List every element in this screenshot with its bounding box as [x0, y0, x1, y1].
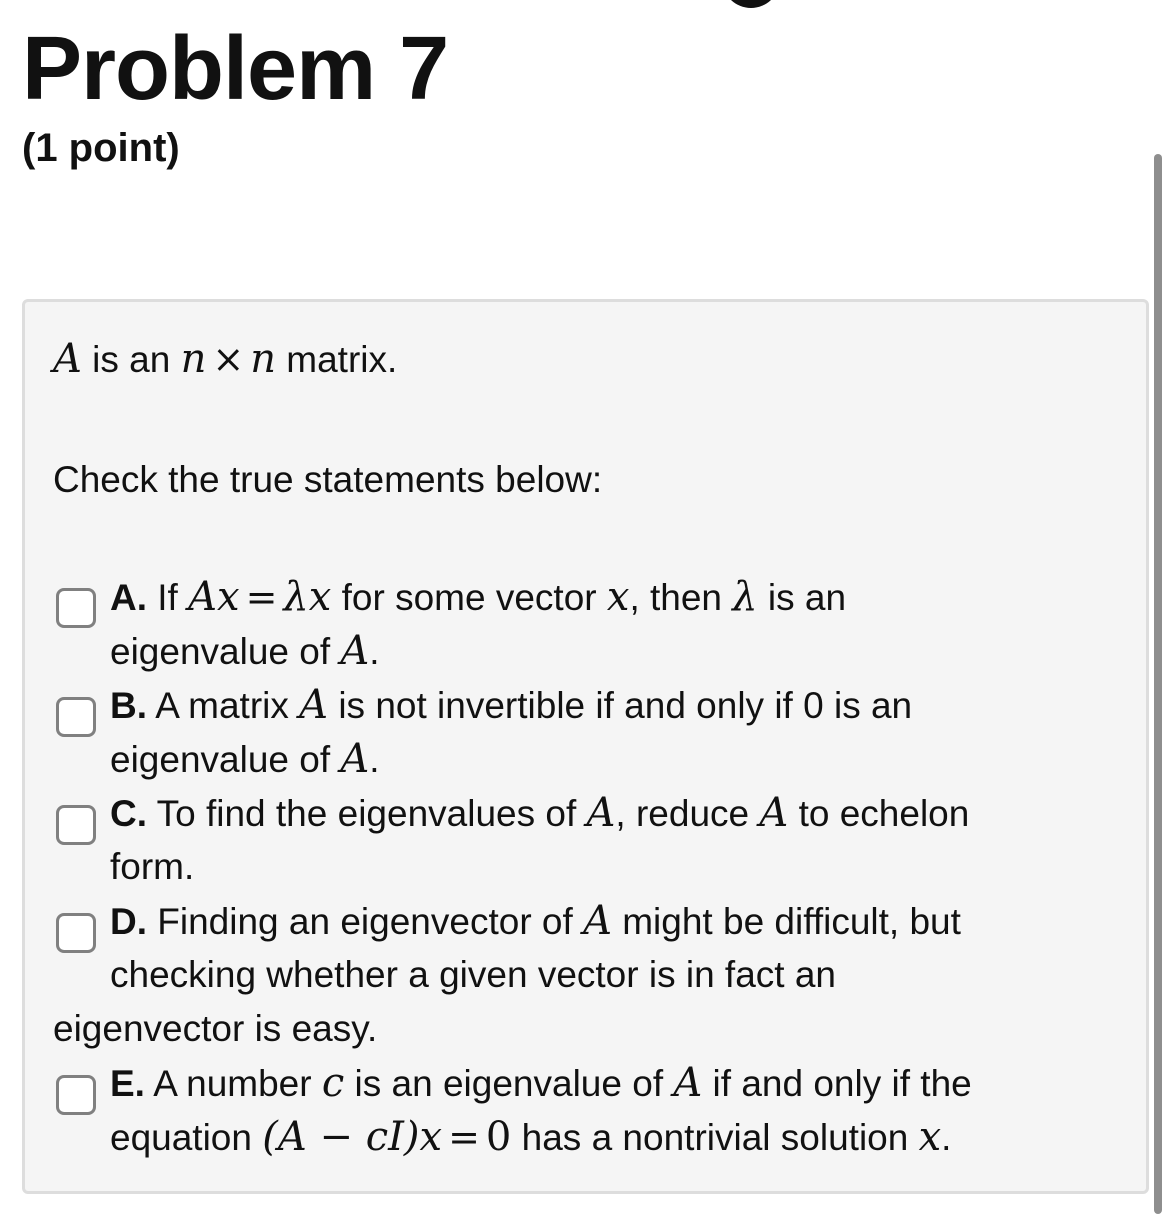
math-var-n: n [180, 336, 207, 382]
option-text: Finding an eigenvector of [147, 901, 584, 942]
math-var: A [673, 1060, 703, 1106]
intro-text-1: is an [81, 339, 181, 380]
option-text: to echelon [788, 793, 970, 834]
equals-symbol: = [245, 575, 278, 619]
math-zero: 0 [485, 1114, 512, 1160]
option-text: is an [757, 577, 847, 618]
option-letter: B. [110, 685, 147, 726]
option-text: eigenvalue of [110, 631, 341, 672]
option-text: equation [110, 1117, 263, 1158]
option-b-checkbox[interactable] [56, 697, 96, 737]
option-text: To find the eigenvalues of [147, 793, 587, 834]
option-e-line-1 [110, 1056, 972, 1111]
math-var: A [340, 736, 370, 782]
option-text: for some vector [331, 577, 607, 618]
times-symbol: × [212, 337, 245, 381]
scrollbar[interactable] [1154, 154, 1162, 1214]
option-c-line-1 [110, 786, 969, 841]
math-expr: (A − cI)x [262, 1114, 443, 1160]
math-var: x [918, 1114, 942, 1160]
intro-statement [53, 332, 397, 387]
option-d-line-1 [110, 894, 961, 949]
points-label: (1 point) [22, 126, 180, 170]
option-text: , then [629, 577, 733, 618]
math-var: c [321, 1060, 345, 1106]
option-letter: E. [110, 1063, 145, 1104]
page-title: Problem 7 [22, 19, 449, 119]
math-expr: Ax [188, 574, 240, 620]
option-text: is an eigenvalue of [344, 1063, 674, 1104]
option-letter: C. [110, 793, 147, 834]
option-letter: A. [110, 577, 147, 618]
option-text: If [147, 577, 189, 618]
option-text: has a nontrivial solution [511, 1117, 919, 1158]
option-c-checkbox[interactable] [56, 805, 96, 845]
math-expr: λx [283, 574, 332, 620]
math-var: λ [732, 574, 758, 620]
math-var-A: A [53, 336, 82, 382]
option-text: . [941, 1117, 952, 1158]
math-var-n: n [250, 336, 276, 382]
cropped-heading-glyph [722, 0, 780, 8]
option-b-line-1 [110, 678, 912, 733]
option-text: . [369, 739, 380, 780]
option-a-checkbox[interactable] [56, 588, 96, 628]
option-text: A matrix [147, 685, 300, 726]
math-var: A [583, 898, 612, 944]
option-text: if and only if the [702, 1063, 972, 1104]
option-d-line-2 [110, 948, 836, 1002]
option-text: . [369, 631, 380, 672]
math-var: A [299, 682, 329, 728]
option-text: might be difficult, but [611, 901, 961, 942]
option-a-line-2 [110, 624, 380, 679]
math-var: A [340, 628, 370, 674]
option-d-checkbox[interactable] [56, 913, 96, 953]
math-var: A [759, 790, 789, 836]
option-text: eigenvector is easy. [53, 1008, 378, 1049]
option-c-line-2 [110, 840, 194, 894]
intro-text-2: matrix. [275, 339, 398, 380]
option-text: A number [144, 1063, 322, 1104]
option-a-line-1 [110, 570, 846, 625]
problem-panel [22, 299, 1149, 1194]
option-text: , reduce [615, 793, 760, 834]
option-b-line-2 [110, 732, 380, 787]
equals-symbol: = [448, 1115, 480, 1159]
option-e-checkbox[interactable] [56, 1075, 96, 1115]
option-text: is not invertible if and only if 0 is an [328, 685, 913, 726]
option-text: form. [110, 846, 195, 887]
option-d-line-3 [53, 1002, 377, 1056]
option-letter: D. [110, 901, 147, 942]
option-text: checking whether a given vector is in fact an [110, 954, 836, 995]
math-var: x [606, 574, 630, 620]
option-text: eigenvalue of [110, 739, 341, 780]
instruction-text: Check the true statements below: [53, 459, 603, 500]
math-var: A [586, 790, 616, 836]
option-e-line-2 [110, 1110, 951, 1165]
